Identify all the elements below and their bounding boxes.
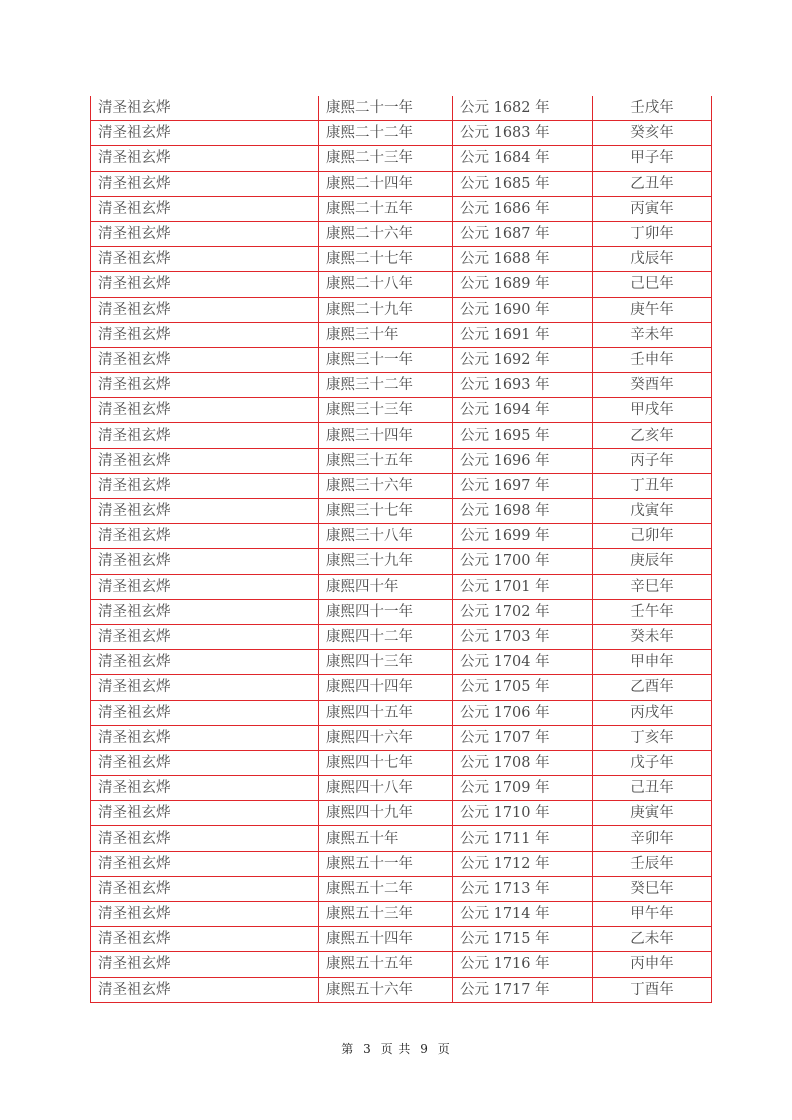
footer-mid: 页 共 [380,1042,412,1056]
emperor-cell: 清圣祖玄烨 [91,902,319,927]
gregorian-year-cell: 公元 1698 年 [453,499,593,524]
table-row [91,801,712,826]
gregorian-year-cell: 公元 1710 年 [453,801,593,826]
ganzhi-year-cell: 乙酉年 [593,675,712,700]
table-row [91,297,712,322]
gregorian-year-cell: 公元 1702 年 [453,599,593,624]
emperor-cell: 清圣祖玄烨 [91,499,319,524]
reign-year-cell: 康熙三十三年 [319,398,453,423]
page-footer [0,1040,792,1057]
ganzhi-year-cell: 丙子年 [593,448,712,473]
gregorian-year-cell: 公元 1711 年 [453,826,593,851]
gregorian-year-cell: 公元 1685 年 [453,171,593,196]
reign-year-table [90,96,712,1003]
reign-year-cell: 康熙二十八年 [319,272,453,297]
table-row [91,549,712,574]
reign-year-cell: 康熙五十三年 [319,902,453,927]
gregorian-year-cell: 公元 1699 年 [453,524,593,549]
emperor-cell: 清圣祖玄烨 [91,700,319,725]
ganzhi-year-cell: 丁卯年 [593,221,712,246]
ganzhi-year-cell: 庚午年 [593,297,712,322]
emperor-cell: 清圣祖玄烨 [91,297,319,322]
ganzhi-year-cell: 己丑年 [593,776,712,801]
emperor-cell: 清圣祖玄烨 [91,750,319,775]
gregorian-year-cell: 公元 1687 年 [453,221,593,246]
emperor-cell: 清圣祖玄烨 [91,624,319,649]
reign-year-cell: 康熙四十五年 [319,700,453,725]
ganzhi-year-cell: 庚辰年 [593,549,712,574]
emperor-cell: 清圣祖玄烨 [91,650,319,675]
reign-year-cell: 康熙二十一年 [319,96,453,121]
table-row [91,196,712,221]
emperor-cell: 清圣祖玄烨 [91,423,319,448]
reign-year-cell: 康熙四十七年 [319,750,453,775]
gregorian-year-cell: 公元 1689 年 [453,272,593,297]
table-row [91,776,712,801]
table-row [91,146,712,171]
table-row [91,750,712,775]
gregorian-year-cell: 公元 1709 年 [453,776,593,801]
gregorian-year-cell: 公元 1684 年 [453,146,593,171]
table-row [91,952,712,977]
ganzhi-year-cell: 丙寅年 [593,196,712,221]
gregorian-year-cell: 公元 1703 年 [453,624,593,649]
reign-year-cell: 康熙四十二年 [319,624,453,649]
gregorian-year-cell: 公元 1701 年 [453,574,593,599]
ganzhi-year-cell: 丁酉年 [593,977,712,1002]
ganzhi-year-cell: 甲子年 [593,146,712,171]
gregorian-year-cell: 公元 1717 年 [453,977,593,1002]
ganzhi-year-cell: 戊子年 [593,750,712,775]
emperor-cell: 清圣祖玄烨 [91,96,319,121]
gregorian-year-cell: 公元 1688 年 [453,247,593,272]
ganzhi-year-cell: 甲申年 [593,650,712,675]
reign-year-cell: 康熙二十四年 [319,171,453,196]
emperor-cell: 清圣祖玄烨 [91,221,319,246]
table-row [91,96,712,121]
ganzhi-year-cell: 癸巳年 [593,876,712,901]
reign-year-cell: 康熙五十五年 [319,952,453,977]
reign-year-cell: 康熙四十三年 [319,650,453,675]
reign-year-cell: 康熙五十一年 [319,851,453,876]
table-row [91,347,712,372]
ganzhi-year-cell: 乙亥年 [593,423,712,448]
table-row [91,826,712,851]
table-row [91,499,712,524]
reign-year-cell: 康熙二十六年 [319,221,453,246]
emperor-cell: 清圣祖玄烨 [91,524,319,549]
ganzhi-year-cell: 己巳年 [593,272,712,297]
gregorian-year-cell: 公元 1707 年 [453,725,593,750]
table-row [91,423,712,448]
ganzhi-year-cell: 辛巳年 [593,574,712,599]
reign-year-cell: 康熙三十八年 [319,524,453,549]
emperor-cell: 清圣祖玄烨 [91,574,319,599]
emperor-cell: 清圣祖玄烨 [91,801,319,826]
ganzhi-year-cell: 癸未年 [593,624,712,649]
emperor-cell: 清圣祖玄烨 [91,272,319,297]
ganzhi-year-cell: 癸酉年 [593,373,712,398]
table-row [91,121,712,146]
ganzhi-year-cell: 丙申年 [593,952,712,977]
ganzhi-year-cell: 癸亥年 [593,121,712,146]
reign-year-cell: 康熙四十六年 [319,725,453,750]
ganzhi-year-cell: 甲午年 [593,902,712,927]
reign-year-cell: 康熙三十年 [319,322,453,347]
gregorian-year-cell: 公元 1708 年 [453,750,593,775]
footer-prefix: 第 [341,1042,355,1056]
ganzhi-year-cell: 壬辰年 [593,851,712,876]
reign-year-cell: 康熙二十三年 [319,146,453,171]
reign-year-cell: 康熙五十六年 [319,977,453,1002]
table-row [91,650,712,675]
reign-year-cell: 康熙四十一年 [319,599,453,624]
reign-year-cell: 康熙三十五年 [319,448,453,473]
table-row [91,902,712,927]
table-row [91,599,712,624]
ganzhi-year-cell: 乙丑年 [593,171,712,196]
ganzhi-year-cell: 戊辰年 [593,247,712,272]
table-row [91,373,712,398]
table-row [91,725,712,750]
reign-year-cell: 康熙五十四年 [319,927,453,952]
emperor-cell: 清圣祖玄烨 [91,473,319,498]
gregorian-year-cell: 公元 1690 年 [453,297,593,322]
ganzhi-year-cell: 乙未年 [593,927,712,952]
gregorian-year-cell: 公元 1686 年 [453,196,593,221]
table-row [91,700,712,725]
emperor-cell: 清圣祖玄烨 [91,952,319,977]
gregorian-year-cell: 公元 1714 年 [453,902,593,927]
gregorian-year-cell: 公元 1712 年 [453,851,593,876]
table-row [91,171,712,196]
gregorian-year-cell: 公元 1704 年 [453,650,593,675]
emperor-cell: 清圣祖玄烨 [91,373,319,398]
gregorian-year-cell: 公元 1683 年 [453,121,593,146]
emperor-cell: 清圣祖玄烨 [91,121,319,146]
reign-year-cell: 康熙五十年 [319,826,453,851]
reign-year-cell: 康熙三十九年 [319,549,453,574]
footer-suffix: 页 [437,1042,451,1056]
reign-year-cell: 康熙四十年 [319,574,453,599]
emperor-cell: 清圣祖玄烨 [91,725,319,750]
table-row [91,876,712,901]
gregorian-year-cell: 公元 1696 年 [453,448,593,473]
gregorian-year-cell: 公元 1700 年 [453,549,593,574]
emperor-cell: 清圣祖玄烨 [91,776,319,801]
gregorian-year-cell: 公元 1695 年 [453,423,593,448]
gregorian-year-cell: 公元 1693 年 [453,373,593,398]
reign-year-cell: 康熙四十四年 [319,675,453,700]
emperor-cell: 清圣祖玄烨 [91,549,319,574]
table-row [91,574,712,599]
table-row [91,247,712,272]
ganzhi-year-cell: 己卯年 [593,524,712,549]
table-row [91,624,712,649]
reign-year-cell: 康熙四十八年 [319,776,453,801]
emperor-cell: 清圣祖玄烨 [91,851,319,876]
gregorian-year-cell: 公元 1697 年 [453,473,593,498]
ganzhi-year-cell: 辛未年 [593,322,712,347]
gregorian-year-cell: 公元 1716 年 [453,952,593,977]
gregorian-year-cell: 公元 1705 年 [453,675,593,700]
emperor-cell: 清圣祖玄烨 [91,398,319,423]
ganzhi-year-cell: 辛卯年 [593,826,712,851]
emperor-cell: 清圣祖玄烨 [91,599,319,624]
ganzhi-year-cell: 庚寅年 [593,801,712,826]
reign-year-cell: 康熙二十二年 [319,121,453,146]
gregorian-year-cell: 公元 1694 年 [453,398,593,423]
gregorian-year-cell: 公元 1715 年 [453,927,593,952]
table-body [91,96,712,1002]
reign-year-cell: 康熙三十四年 [319,423,453,448]
emperor-cell: 清圣祖玄烨 [91,171,319,196]
reign-year-cell: 康熙二十九年 [319,297,453,322]
ganzhi-year-cell: 丁丑年 [593,473,712,498]
emperor-cell: 清圣祖玄烨 [91,196,319,221]
emperor-cell: 清圣祖玄烨 [91,146,319,171]
ganzhi-year-cell: 壬戌年 [593,96,712,121]
gregorian-year-cell: 公元 1713 年 [453,876,593,901]
table-row [91,473,712,498]
ganzhi-year-cell: 戊寅年 [593,499,712,524]
total-pages-number: 9 [420,1042,429,1056]
reign-year-cell: 康熙四十九年 [319,801,453,826]
ganzhi-year-cell: 甲戌年 [593,398,712,423]
gregorian-year-cell: 公元 1692 年 [453,347,593,372]
table-row [91,675,712,700]
reign-year-cell: 康熙二十五年 [319,196,453,221]
emperor-cell: 清圣祖玄烨 [91,876,319,901]
gregorian-year-cell: 公元 1706 年 [453,700,593,725]
reign-year-cell: 康熙二十七年 [319,247,453,272]
gregorian-year-cell: 公元 1682 年 [453,96,593,121]
reign-year-cell: 康熙五十二年 [319,876,453,901]
table-row [91,851,712,876]
ganzhi-year-cell: 丁亥年 [593,725,712,750]
table-row [91,448,712,473]
gregorian-year-cell: 公元 1691 年 [453,322,593,347]
table-row [91,221,712,246]
reign-year-cell: 康熙三十六年 [319,473,453,498]
ganzhi-year-cell: 丙戌年 [593,700,712,725]
emperor-cell: 清圣祖玄烨 [91,675,319,700]
emperor-cell: 清圣祖玄烨 [91,322,319,347]
reign-year-cell: 康熙三十七年 [319,499,453,524]
current-page-number: 3 [363,1042,372,1056]
table-row [91,272,712,297]
table-row [91,398,712,423]
table-row [91,927,712,952]
emperor-cell: 清圣祖玄烨 [91,247,319,272]
table-row [91,322,712,347]
table-row [91,977,712,1002]
reign-year-cell: 康熙三十二年 [319,373,453,398]
emperor-cell: 清圣祖玄烨 [91,347,319,372]
ganzhi-year-cell: 壬午年 [593,599,712,624]
emperor-cell: 清圣祖玄烨 [91,977,319,1002]
reign-year-cell: 康熙三十一年 [319,347,453,372]
table-row [91,524,712,549]
emperor-cell: 清圣祖玄烨 [91,826,319,851]
ganzhi-year-cell: 壬申年 [593,347,712,372]
emperor-cell: 清圣祖玄烨 [91,448,319,473]
emperor-cell: 清圣祖玄烨 [91,927,319,952]
